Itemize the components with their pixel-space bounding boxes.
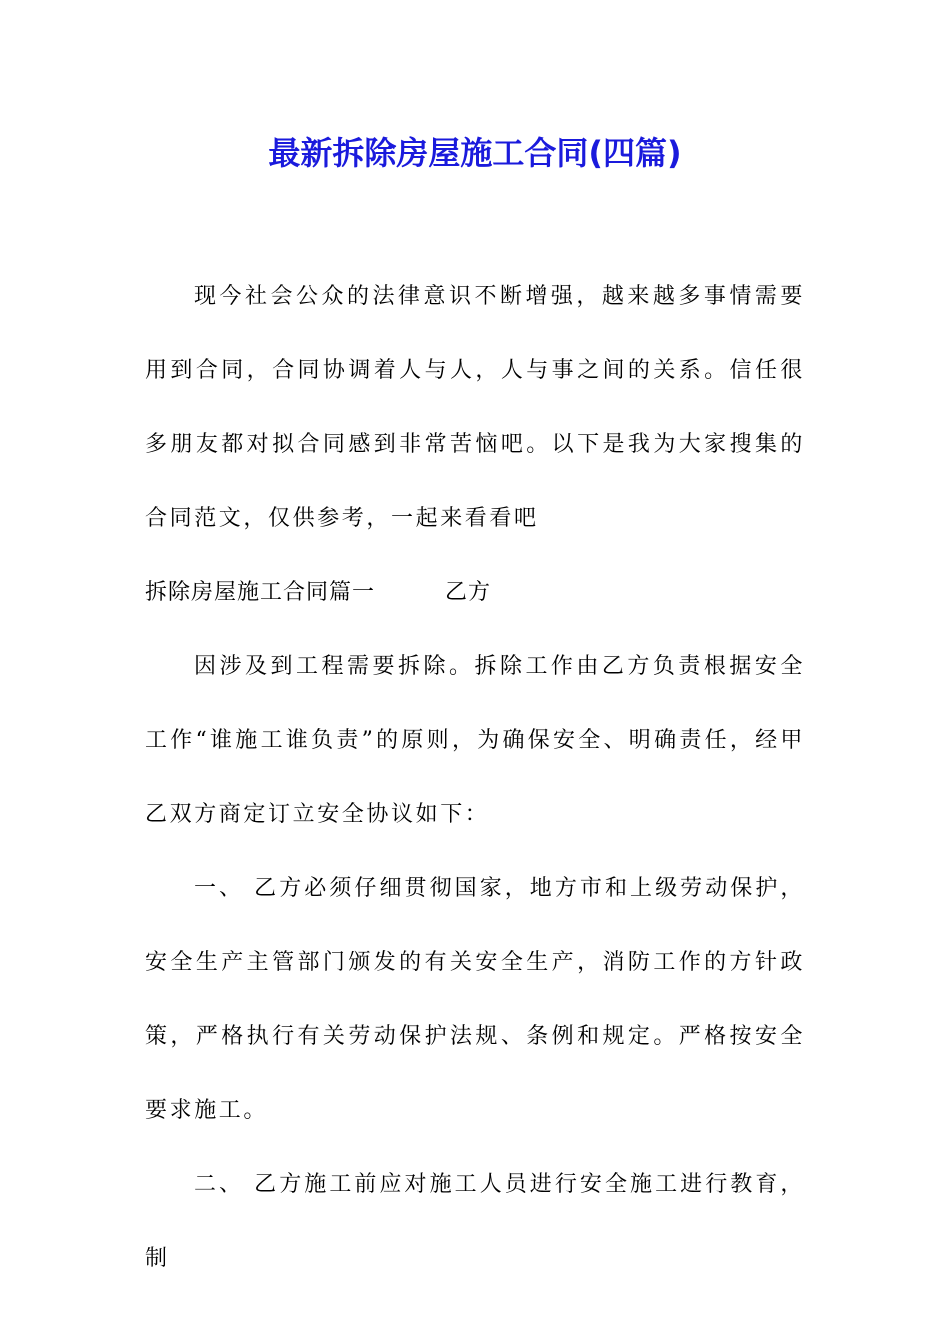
intro-paragraph: 现今社会公众的法律意识不断增强，越来越多事情需要用到合同，合同协调着人与人，人与事之间的关系。信任很多朋友都对拟合同感到非常苦恼吧。以下是我为大家搜集的合同范文，仅供参考，一起来看看吧 bbox=[145, 284, 805, 531]
section-heading-line bbox=[145, 556, 805, 630]
clause-2: 二、 乙方施工前应对施工人员进行安全施工进行教育，制 bbox=[145, 1172, 805, 1271]
paragraph-1: 因涉及到工程需要拆除。拆除工作由乙方负责根据安全工作“谁施工谁负责”的原则，为确保安全、明确责任，经甲乙双方商定订立安全协议如下： bbox=[145, 654, 805, 827]
clause-1: 一、 乙方必须仔细贯彻国家，地方市和上级劳动保护，安全生产主管部门颁发的有关安全生产，消防工作的方针政策，严格执行有关劳动保护法规、条例和规定。严格按安全要求施工。 bbox=[145, 876, 805, 1123]
document-title: 最新拆除房屋施工合同(四篇) bbox=[268, 134, 682, 172]
party-label: 乙方 bbox=[445, 580, 492, 605]
document-body bbox=[145, 260, 805, 1296]
section-heading: 拆除房屋施工合同篇一 bbox=[145, 580, 376, 605]
